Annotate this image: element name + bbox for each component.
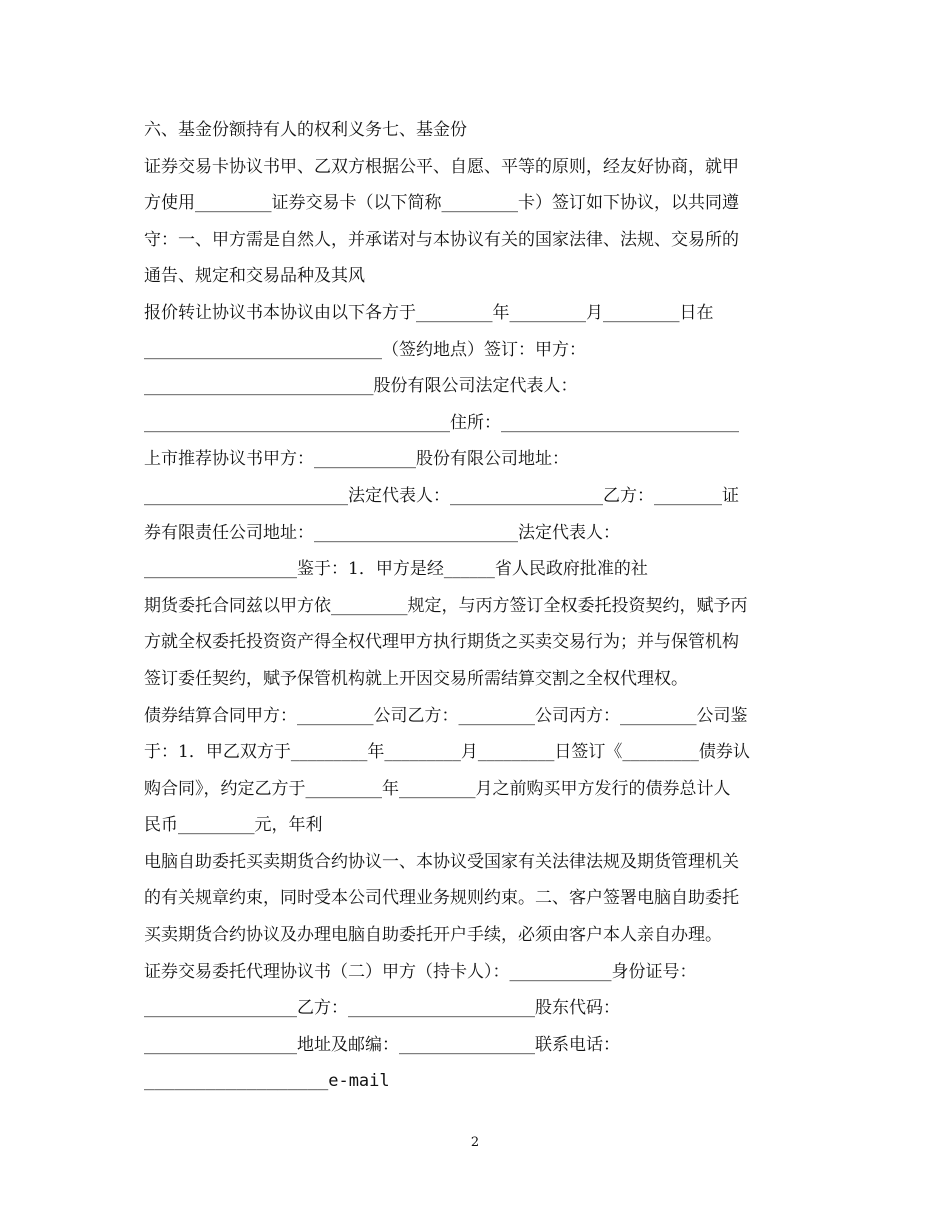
- text-line: 券有限责任公司地址：________________________法定代表人：: [144, 522, 620, 543]
- text-line: __________________地址及邮编：________________联系电话：: [144, 1034, 620, 1055]
- text-line: 方就全权委托投资资产得全权代理甲方执行期货之买卖交易行为；并与保管机构: [144, 632, 739, 653]
- text-line: 证券交易委托代理协议书（二）甲方（持卡人）：____________身份证号：: [144, 961, 697, 982]
- text-line: 电脑自助委托买卖期货合约协议一、本协议受国家有关法律法规及期货管理机关: [144, 851, 739, 872]
- text-line: 守：一、甲方需是自然人，并承诺对与本协议有关的国家法律、法规、交易所的: [144, 229, 739, 250]
- text-line: 期货委托合同兹以甲方依_________规定，与丙方签订全权委托投资契约，赋予丙: [144, 595, 748, 616]
- text-line: 方使用_________证券交易卡（以下简称_________卡）签订如下协议，以共同遵: [144, 193, 739, 214]
- text-line: 民币_________元，年利: [144, 815, 323, 836]
- text-line: 通告、规定和交易品种及其风: [144, 266, 365, 287]
- text-line: 证券交易卡协议书甲、乙双方根据公平、自愿、平等的原则，经友好协商，就甲: [144, 156, 739, 177]
- text-line: ___________________________股份有限公司法定代表人：: [144, 376, 578, 397]
- text-line: 购合同》，约定乙方于_________年_________月之前购买甲方发行的债券总计人: [144, 778, 731, 799]
- text-line: __________________乙方：______________________股东代码：: [144, 998, 620, 1019]
- text-line: 六、基金份额持有人的权利义务七、基金份: [144, 120, 467, 140]
- text-line: 于：1．甲乙双方于_________年_________月_________日签订《_________债券认: [144, 742, 750, 763]
- text-line: ________________________法定代表人：__________________乙方：________证: [144, 485, 739, 506]
- text-line: 债券结算合同甲方：_________公司乙方：_________公司丙方：_________公司鉴: [144, 705, 748, 726]
- text-line: 的有关规章约束，同时受本公司代理业务规则约束。二、客户签署电脑自助委托: [144, 888, 739, 909]
- text-line: __________________鉴于：1．甲方是经______省人民政府批准的社: [144, 559, 648, 580]
- text-line: __________________e-mail: [144, 1071, 390, 1092]
- text-line: ____________________________________住所：____________________________: [144, 412, 739, 433]
- text-line: ____________________________（签约地点）签订：甲方：: [144, 339, 586, 360]
- text-line: 上市推荐协议书甲方：____________股份有限公司地址：: [144, 449, 569, 470]
- text-line: 买卖期货合约协议及办理电脑自助委托开户手续，必须由客户本人亲自办理。: [144, 925, 722, 946]
- document-body: [144, 112, 804, 1100]
- page-number: 2: [470, 1135, 480, 1150]
- text-line: 签订委任契约，赋予保管机构就上开因交易所需结算交割之全权代理权。: [144, 668, 688, 689]
- text-line: 报价转让协议书本协议由以下各方于_________年_________月_________日在: [144, 302, 714, 323]
